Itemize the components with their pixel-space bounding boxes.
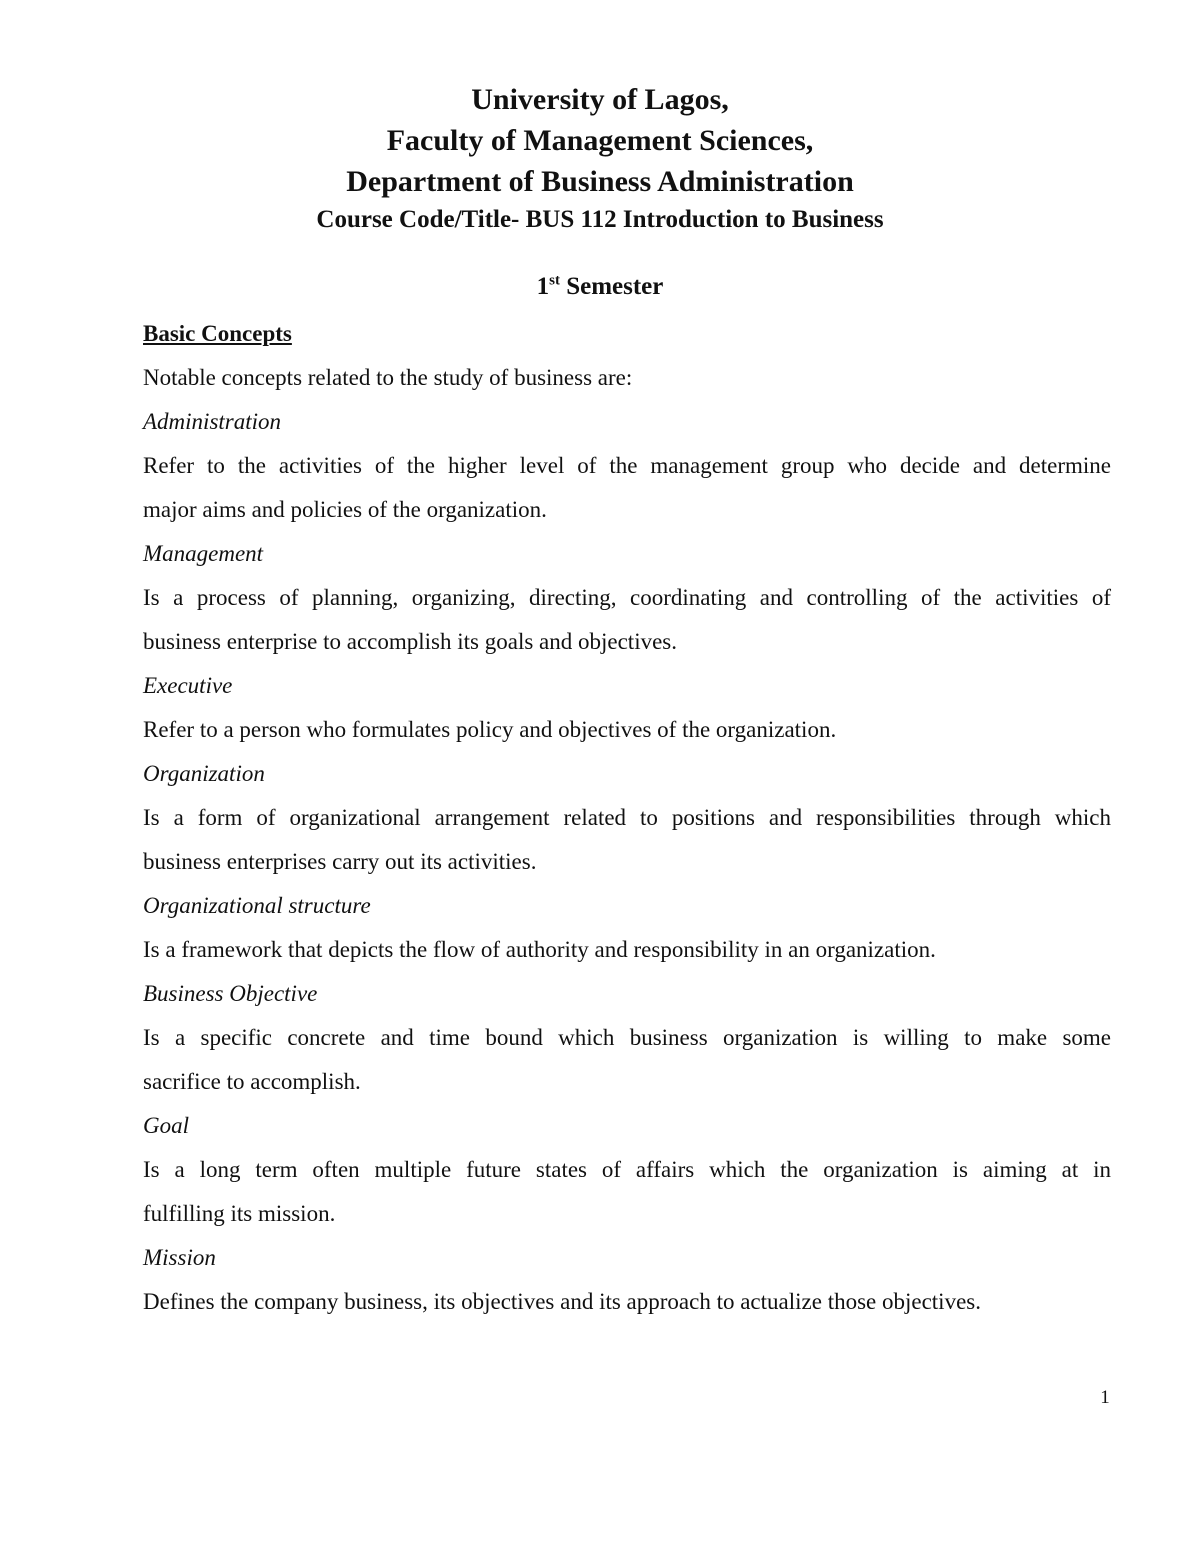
semester-title [0,272,1200,302]
concept-term-business-objective: Business Objective [143,981,318,1006]
concept-definition-line: sacrifice to accomplish. [143,1069,361,1094]
concept-definition-line: Is a specific concrete and time bound which business organization is willing to make some [143,1025,1111,1050]
concept-term-administration: Administration [143,409,282,434]
concept-term-goal: Goal [143,1113,189,1138]
faculty-title: Faculty of Management Sciences, [386,124,814,157]
concept-definition-line: Is a process of planning, organizing, directing, coordinating and controlling of the activities of [143,585,1111,610]
concept-term-management: Management [143,541,264,566]
course-title: Course Code/Title- BUS 112 Introduction to Business [316,206,884,233]
concept-definition-line: major aims and policies of the organization. [143,497,547,522]
concept-definition-line: Defines the company business, its objectives and its approach to actualize those objectives. [143,1289,981,1314]
concept-definition-line: business enterprise to accomplish its goals and objectives. [143,629,677,654]
section-heading: Basic Concepts [143,321,292,346]
concept-definition-line: Refer to the activities of the higher level of the management group who decide and determine [143,453,1111,478]
semester-number: 1 [536,273,550,300]
university-title: University of Lagos, [471,83,729,116]
department-title: Department of Business Administration [346,165,854,198]
semester-label: Semester [566,273,664,300]
concept-definition-line: business enterprises carry out its activities. [143,849,537,874]
concept-definition-line: Is a form of organizational arrangement related to positions and responsibilities through which [143,805,1111,830]
page-number: 1 [1100,1387,1110,1408]
semester-suffix: st [549,272,560,289]
concept-term-executive: Executive [143,673,233,698]
section-intro: Notable concepts related to the study of business are: [143,365,633,390]
concept-definition-line: Is a framework that depicts the flow of authority and responsibility in an organization. [143,937,936,962]
concept-term-organizational-structure: Organizational structure [143,893,371,918]
concept-definition-line: Refer to a person who formulates policy and objectives of the organization. [143,717,837,742]
concept-definition-line: fulfilling its mission. [143,1201,336,1226]
concept-term-organization: Organization [143,761,265,786]
concept-definition-line: Is a long term often multiple future states of affairs which the organization is aiming at in [143,1157,1111,1182]
concept-term-mission: Mission [143,1245,216,1270]
